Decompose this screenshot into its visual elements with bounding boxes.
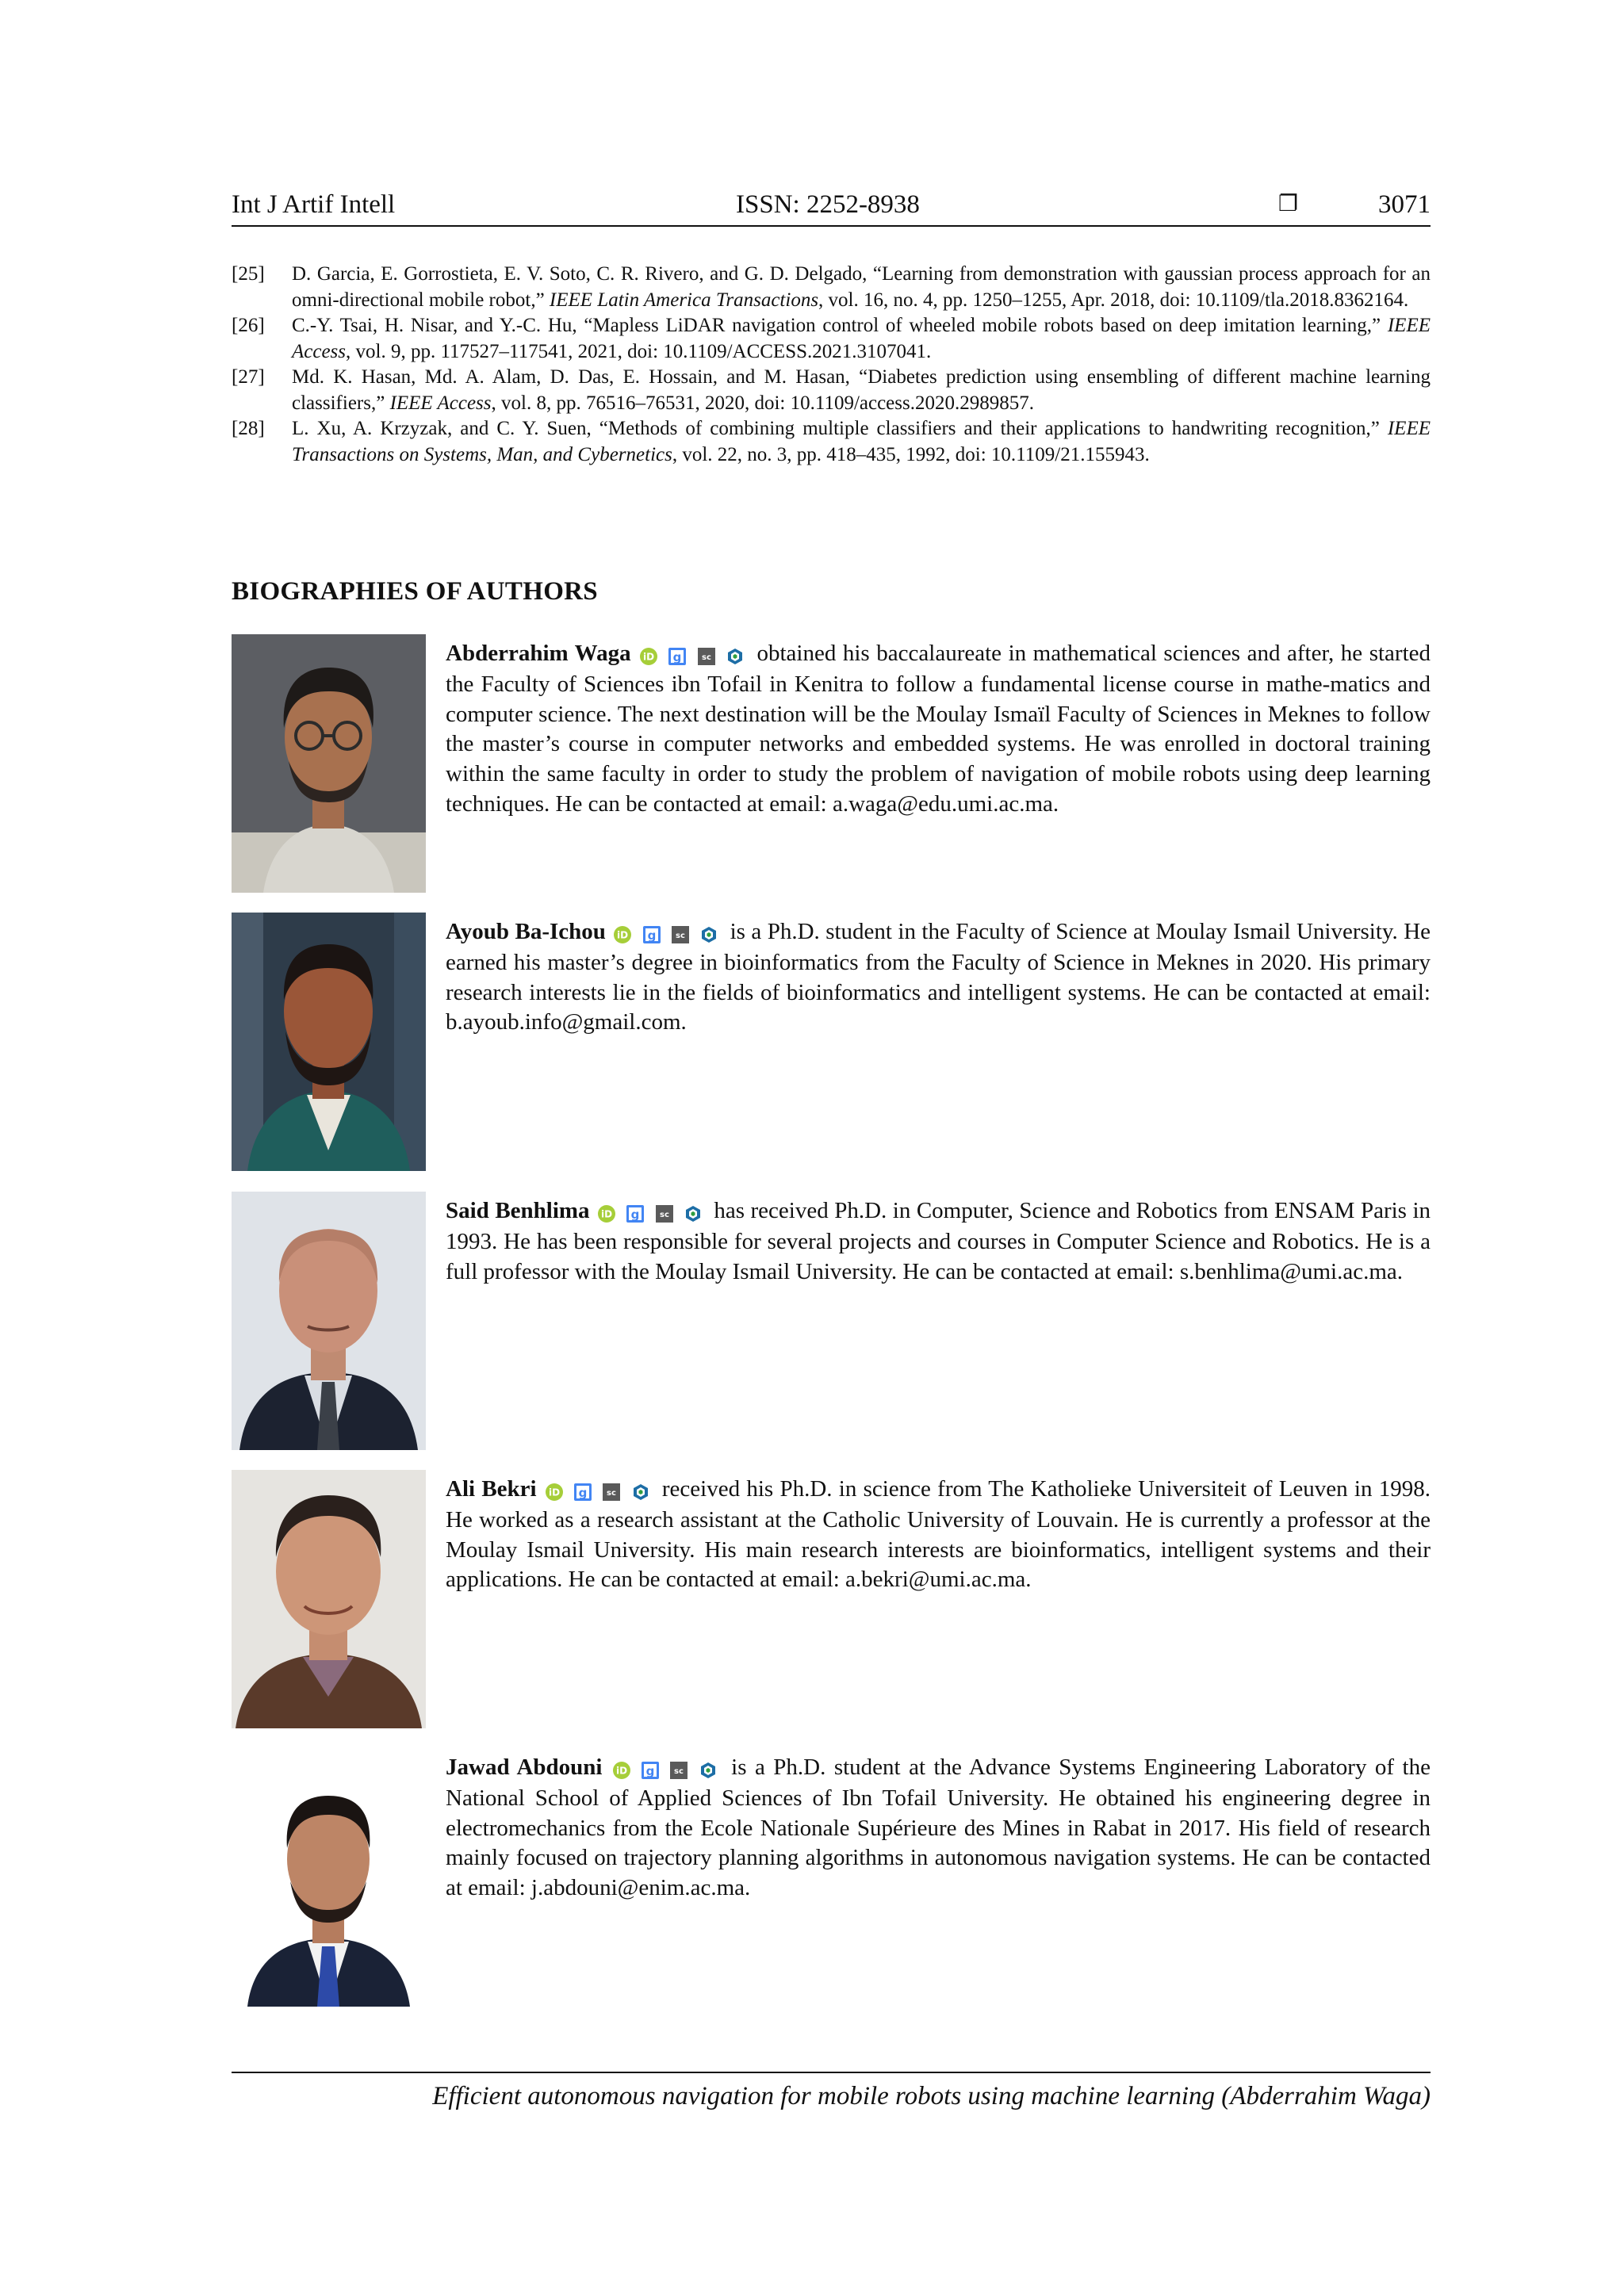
running-header (232, 190, 1431, 225)
google-scholar-icon[interactable] (626, 1204, 645, 1223)
svg-text:iD: iD (643, 651, 655, 663)
bio-description: is a Ph.D. student in the Faculty of Science at Moulay Ismail University. He earned his master’s degree in bioinformatics from the Faculty of Science in Meknes in 2020. His primary research interests lie in the fields of bioinformatics and intelligent systems. He can be contacted at email: b.ayoub.info@gmail.com. (446, 919, 1431, 1035)
reference-journal: IEEE Access (292, 315, 1431, 362)
svg-text:iD: iD (548, 1487, 560, 1498)
bio-text (446, 1753, 1431, 1904)
svg-text:g: g (578, 1485, 588, 1500)
profile-links (639, 641, 749, 671)
reference-item (232, 416, 1431, 468)
reference-number: [25] (232, 263, 265, 285)
svg-text:sc: sc (675, 931, 685, 940)
scopus-icon[interactable] (671, 925, 690, 944)
reference-details: , vol. 22, no. 3, pp. 418–435, 1992, doi: 10.1109/21.155943. (672, 443, 1150, 465)
author-name: Ayoub Ba-Ichou (446, 919, 606, 944)
author-name: Ali Bekri (446, 1476, 537, 1502)
reference-text (292, 416, 1431, 468)
footer-rule (232, 2072, 1431, 2073)
bio-text (446, 1196, 1431, 1287)
bio-text (446, 1475, 1431, 1595)
reference-number: [28] (232, 418, 265, 439)
bio-description: has received Ph.D. in Computer, Science and Robotics from ENSAM Paris in 1993. He has been responsible for several projects and courses in Computer Science and Robotics. He is a full professor with the Moulay Ismail University. He can be contacted at email: s.benhlima@umi.ac.ma. (446, 1198, 1431, 1284)
bio-text (446, 917, 1431, 1038)
orcid-icon[interactable] (612, 1761, 631, 1780)
author-bio (232, 913, 1431, 1171)
scopus-icon[interactable] (602, 1483, 621, 1502)
svg-text:g: g (630, 1207, 640, 1222)
bio-text (446, 639, 1431, 819)
author-bio (232, 634, 1431, 893)
reference-details: , vol. 8, pp. 76516–76531, 2020, doi: 10.1109/access.2020.2989857. (491, 392, 1034, 414)
running-footer: Efficient autonomous navigation for mobile robots using machine learning (Abderrahim Waga) (432, 2082, 1431, 2110)
reference-authors-title: L. Xu, A. Krzyzak, and C. Y. Suen, “Methods of combining multiple classifiers and their applications to handwriting recognition,” (292, 418, 1388, 439)
author-photo (232, 1192, 426, 1450)
scopus-icon[interactable] (655, 1204, 674, 1223)
svg-text:sc: sc (701, 652, 711, 662)
google-scholar-icon[interactable] (641, 1761, 660, 1780)
svg-text:sc: sc (607, 1488, 617, 1498)
profile-links (597, 1198, 707, 1228)
author-name: Said Benhlima (446, 1198, 590, 1223)
reference-details: , vol. 9, pp. 117527–117541, 2021, doi: 10.1109/ACCESS.2021.3107041. (346, 340, 932, 362)
author-bio (232, 1192, 1431, 1450)
svg-text:g: g (673, 649, 682, 664)
header-rule (232, 225, 1431, 227)
bio-description: obtained his baccalaureate in mathematical sciences and after, he started the Faculty of Sciences ibn Tofail in Kenitra to follow a fundamental license course in mathe-matics and computer science. The next destination will be the Moulay Ismaïl Faculty of Sciences in Meknes to follow the master’s course in computer networks and embedded systems. He was enrolled in doctoral training within the same faculty in order to study the problem of navigation of mobile robots using deep learning techniques. He can be contacted at email: a.waga@edu.umi.ac.ma. (446, 641, 1431, 817)
svg-text:iD: iD (617, 929, 629, 941)
orcid-icon[interactable] (613, 925, 632, 944)
author-bio (232, 1470, 1431, 1728)
profile-links (545, 1476, 654, 1506)
google-scholar-icon[interactable] (573, 1483, 592, 1502)
publons-icon[interactable] (726, 647, 745, 666)
reference-item (232, 313, 1431, 365)
profile-links (613, 919, 722, 949)
scopus-icon[interactable] (669, 1761, 688, 1780)
box-icon: ❐ (1278, 190, 1299, 216)
section-title: BIOGRAPHIES OF AUTHORS (232, 577, 598, 606)
svg-text:sc: sc (674, 1766, 684, 1776)
google-scholar-icon[interactable] (642, 925, 661, 944)
author-name: Abderrahim Waga (446, 641, 631, 666)
author-photo (232, 913, 426, 1171)
reference-authors-title: C.-Y. Tsai, H. Nisar, and Y.-C. Hu, “Mapless LiDAR navigation control of wheeled mobile robots based on deep imitation learning,” (292, 315, 1388, 336)
svg-text:sc: sc (659, 1210, 669, 1219)
reference-journal: IEEE Transactions on Systems, Man, and Cybernetics (292, 418, 1431, 465)
reference-authors-title: Md. K. Hasan, Md. A. Alam, D. Das, E. Hossain, and M. Hasan, “Diabetes prediction using ensembling of different machine learning classifiers,” (292, 366, 1431, 414)
orcid-icon[interactable] (597, 1204, 616, 1223)
reference-list (232, 262, 1431, 468)
journal-name: Int J Artif Intell (232, 190, 396, 219)
reference-text (292, 313, 1431, 365)
orcid-icon[interactable] (639, 647, 658, 666)
publons-icon[interactable] (631, 1483, 650, 1502)
reference-authors-title: D. Garcia, E. Gorrostieta, E. V. Soto, C. R. Rivero, and G. D. Delgado, “Learning from demonstration with gaussian process approach for an omni-directional mobile robot,” (292, 263, 1431, 311)
publons-icon[interactable] (684, 1204, 703, 1223)
scopus-icon[interactable] (697, 647, 716, 666)
author-name: Jawad Abdouni (446, 1755, 603, 1780)
reference-number: [26] (232, 315, 265, 336)
google-scholar-icon[interactable] (668, 647, 687, 666)
reference-text (292, 262, 1431, 313)
reference-journal: IEEE Latin America Transactions (549, 289, 819, 311)
reference-details: , vol. 16, no. 4, pp. 1250–1255, Apr. 2018, doi: 10.1109/tla.2018.8362164. (818, 289, 1409, 311)
page-number: 3071 (1378, 190, 1431, 219)
bio-description: received his Ph.D. in science from The Katholieke Universiteit of Leuven in 1998. He worked as a research assistant at the Catholic University of Louvain. He is currently a professor at the Moulay Ismail University. His main research interests are bioinformatics, intelligent systems and their applications. He can be contacted at email: a.bekri@umi.ac.ma. (446, 1476, 1431, 1593)
reference-text (292, 365, 1431, 416)
reference-journal: IEEE Access (389, 392, 492, 414)
issn: ISSN: 2252-8938 (736, 190, 920, 219)
author-photo (232, 1470, 426, 1728)
author-photo (232, 1748, 426, 2007)
bio-description: is a Ph.D. student at the Advance Systems Engineering Laboratory of the National School of Applied Sciences of Ibn Tofail University. He obtained his engineering degree in electromechanics from the Ecole Nationale Supérieure des Mines in Rabat in 2017. His field of research mainly focused on trajectory planning algorithms in autonomous navigation systems. He can be contacted at email: j.abdouni@enim.ac.ma. (446, 1755, 1431, 1900)
author-bio (232, 1748, 1431, 2007)
reference-number: [27] (232, 366, 265, 388)
svg-text:g: g (645, 1763, 655, 1778)
svg-text:g: g (647, 928, 656, 943)
publons-icon[interactable] (699, 1761, 718, 1780)
author-photo (232, 634, 426, 893)
publons-icon[interactable] (699, 925, 718, 944)
reference-item (232, 262, 1431, 313)
reference-item (232, 365, 1431, 416)
profile-links (612, 1755, 722, 1785)
orcid-icon[interactable] (545, 1483, 564, 1502)
svg-text:iD: iD (601, 1208, 613, 1220)
svg-text:iD: iD (615, 1765, 627, 1777)
